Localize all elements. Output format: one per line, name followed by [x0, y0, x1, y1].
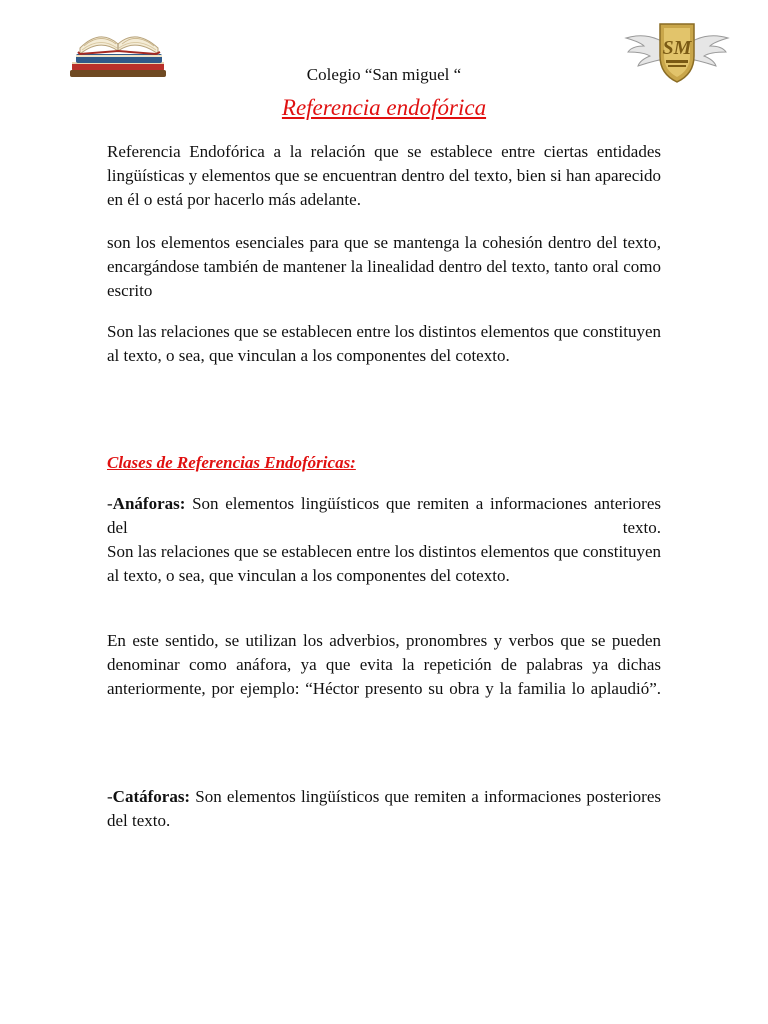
- intro-paragraph-3: Son las relaciones que se establecen entre los distintos elementos que constituyen al texto, o sea, que vinculan a los componentes del cotexto.: [107, 322, 661, 365]
- anaforas-definition-text: Son elementos lingüísticos que remiten a informaciones anteriores del texto.: [107, 494, 661, 537]
- school-name: Colegio “San miguel “: [306, 65, 462, 84]
- anaforas-example: En este sentido, se utilizan los adverbios, pronombres y verbos que se pueden denominar como anáfora, ya que evita la repetición de palabras ya dichas anteriormente, por ejemplo: “Héctor presento su obra y la familia lo aplaudió”.: [107, 631, 661, 698]
- anaforas-definition: [107, 492, 661, 540]
- cataforas-definition-text: Son elementos lingüísticos que remiten a informaciones posteriores del texto.: [107, 787, 661, 830]
- seal-monogram: SM: [662, 37, 692, 59]
- intro-paragraph-1: Referencia Endofórica a la relación que se establece entre ciertas entidades lingüísticas y elementos que se encuentran dentro del texto, bien si han aparecido en él o está por hacerlo más adelante.: [107, 142, 661, 209]
- cataforas-prefix: -: [107, 787, 113, 806]
- cataforas-definition: [107, 785, 661, 833]
- anaforas-prefix: -: [107, 494, 113, 513]
- anaforas-term: Anáforas:: [112, 494, 186, 513]
- cataforas-term: Catáforas:: [112, 787, 191, 806]
- classes-heading: Clases de Referencias Endofóricas:: [107, 453, 356, 472]
- anaforas-relations: Son las relaciones que se establecen entre los distintos elementos que constituyen al texto, o sea, que vinculan a los componentes del cotexto.: [107, 542, 661, 585]
- intro-paragraph-2: son los elementos esenciales para que se mantenga la cohesión dentro del texto, encargándose también de mantener la linealidad dentro del texto, tanto oral como escrito: [107, 233, 661, 300]
- document-title: Referencia endofórica: [281, 95, 487, 120]
